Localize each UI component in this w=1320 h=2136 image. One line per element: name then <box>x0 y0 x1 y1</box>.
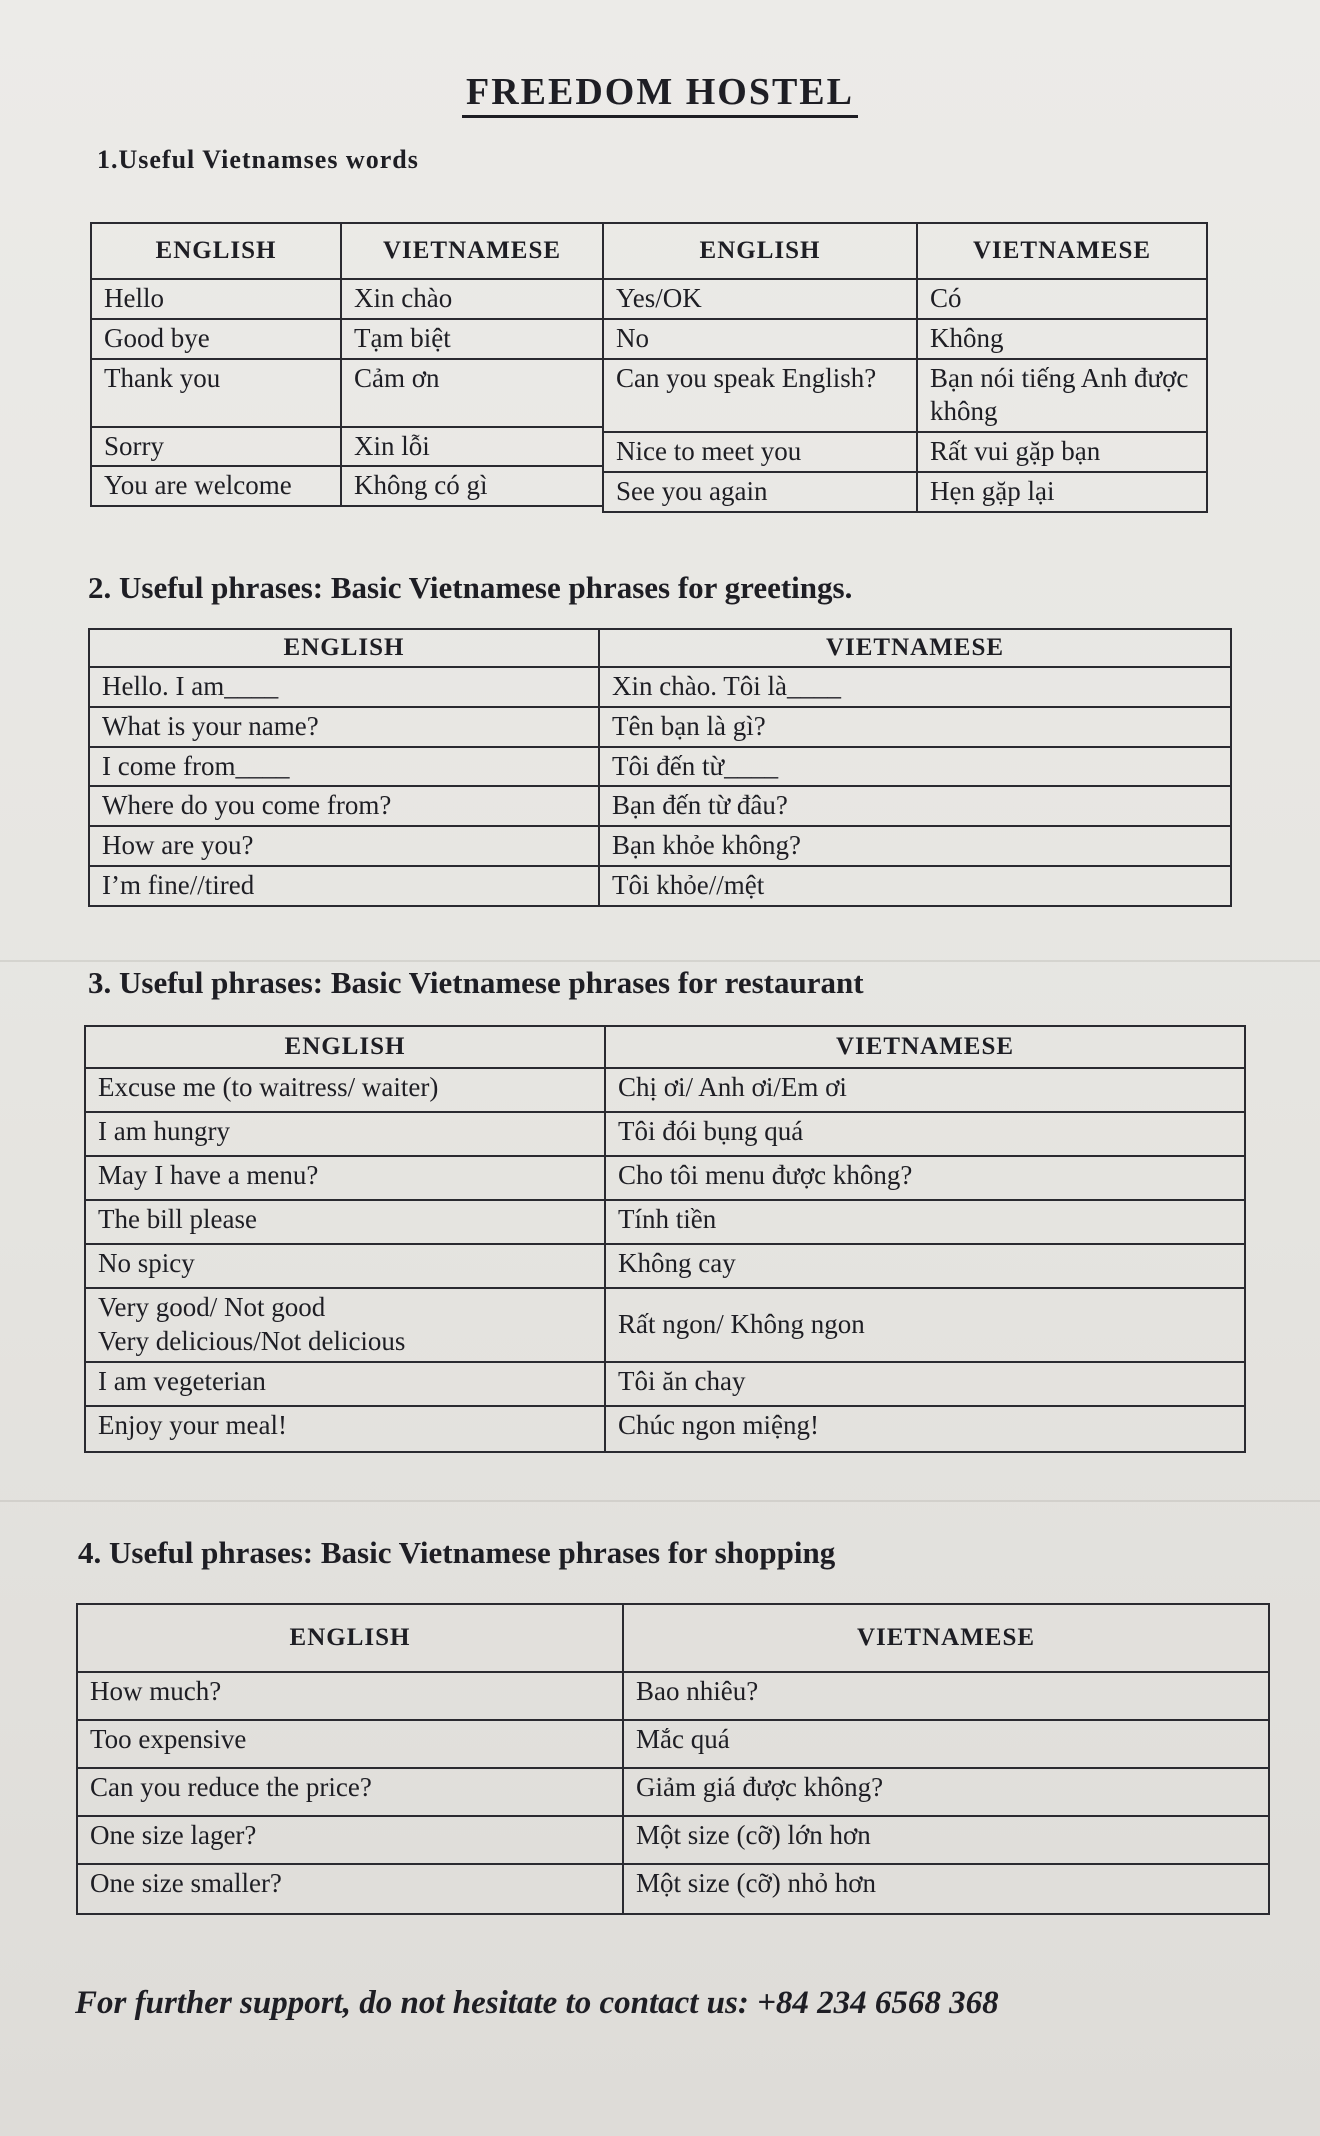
english-cell: Where do you come from? <box>89 786 599 826</box>
vietnamese-cell: Rất ngon/ Không ngon <box>605 1288 1245 1362</box>
vietnamese-cell: Cho tôi menu được không? <box>605 1156 1245 1200</box>
section1-heading: 1.Useful Vietnamses words <box>97 145 419 174</box>
page-title-text: FREEDOM HOSTEL <box>462 71 858 118</box>
section1-table-left <box>90 222 604 507</box>
paper-fold-line <box>0 1500 1320 1502</box>
english-cell: Nice to meet you <box>603 432 917 472</box>
page-title <box>0 70 1320 114</box>
header-english: ENGLISH <box>85 1026 605 1068</box>
vietnamese-cell: Bạn khỏe không? <box>599 826 1231 866</box>
vietnamese-cell: Tôi ăn chay <box>605 1362 1245 1406</box>
vietnamese-cell: Không <box>917 319 1207 359</box>
english-cell: Excuse me (to waitress/ waiter) <box>85 1068 605 1112</box>
header-english: ENGLISH <box>77 1604 623 1672</box>
section4-heading: 4. Useful phrases: Basic Vietnamese phrases for shopping <box>78 1535 836 1570</box>
vietnamese-cell: Chị ơi/ Anh ơi/Em ơi <box>605 1068 1245 1112</box>
vietnamese-cell: Rất vui gặp bạn <box>917 432 1207 472</box>
english-cell: Hello. I am____ <box>89 667 599 707</box>
english-cell <box>85 1288 605 1362</box>
english-cell: Good bye <box>91 319 341 359</box>
english-cell: How much? <box>77 1672 623 1720</box>
vietnamese-cell: Xin chào <box>341 279 603 319</box>
vietnamese-cell: Tính tiền <box>605 1200 1245 1244</box>
vietnamese-cell: Bạn đến từ đâu? <box>599 786 1231 826</box>
header-english: ENGLISH <box>89 629 599 667</box>
header-vietnamese: VIETNAMESE <box>341 223 603 279</box>
section1-table-right <box>602 222 1208 513</box>
english-cell: No <box>603 319 917 359</box>
english-line: Very delicious/Not delicious <box>98 1325 406 1356</box>
header-english: ENGLISH <box>91 223 341 279</box>
vietnamese-cell: Xin chào. Tôi là____ <box>599 667 1231 707</box>
english-cell: I’m fine//tired <box>89 866 599 906</box>
vietnamese-cell: Tôi đói bụng quá <box>605 1112 1245 1156</box>
english-cell: How are you? <box>89 826 599 866</box>
section4-table <box>76 1603 1270 1915</box>
vietnamese-cell: Bạn nói tiếng Anh được không <box>917 359 1207 433</box>
header-english: ENGLISH <box>603 223 917 279</box>
english-cell: Can you reduce the price? <box>77 1768 623 1816</box>
english-cell: May I have a menu? <box>85 1156 605 1200</box>
english-cell: The bill please <box>85 1200 605 1244</box>
english-cell: Enjoy your meal! <box>85 1406 605 1452</box>
vietnamese-cell: Xin lỗi <box>341 427 603 467</box>
english-cell: I am hungry <box>85 1112 605 1156</box>
english-cell: What is your name? <box>89 707 599 747</box>
section2-table <box>88 628 1232 907</box>
vietnamese-cell: Tôi đến từ____ <box>599 747 1231 787</box>
english-cell: Yes/OK <box>603 279 917 319</box>
section3-table <box>84 1025 1246 1453</box>
english-cell: Thank you <box>91 359 341 427</box>
vietnamese-cell: Tôi khỏe//mệt <box>599 866 1231 906</box>
english-cell: Can you speak English? <box>603 359 917 433</box>
header-vietnamese: VIETNAMESE <box>917 223 1207 279</box>
vietnamese-cell: Hẹn gặp lại <box>917 472 1207 512</box>
vietnamese-cell: Tạm biệt <box>341 319 603 359</box>
header-vietnamese: VIETNAMESE <box>623 1604 1269 1672</box>
english-line: Very good/ Not good <box>98 1292 326 1322</box>
vietnamese-cell: Một size (cỡ) nhỏ hơn <box>623 1864 1269 1914</box>
english-cell: See you again <box>603 472 917 512</box>
section2-heading: 2. Useful phrases: Basic Vietnamese phrases for greetings. <box>88 570 853 605</box>
vietnamese-cell: Không có gì <box>341 466 603 506</box>
english-cell: Sorry <box>91 427 341 467</box>
english-cell: Too expensive <box>77 1720 623 1768</box>
section3-heading: 3. Useful phrases: Basic Vietnamese phrases for restaurant <box>88 965 864 1000</box>
english-cell: One size lager? <box>77 1816 623 1864</box>
english-cell: No spicy <box>85 1244 605 1288</box>
contact-footer: For further support, do not hesitate to contact us: +84 234 6568 368 <box>75 1985 999 2021</box>
vietnamese-cell: Không cay <box>605 1244 1245 1288</box>
vietnamese-cell: Bao nhiêu? <box>623 1672 1269 1720</box>
english-cell: One size smaller? <box>77 1864 623 1914</box>
vietnamese-cell: Có <box>917 279 1207 319</box>
vietnamese-cell: Cảm ơn <box>341 359 603 427</box>
header-vietnamese: VIETNAMESE <box>599 629 1231 667</box>
english-cell: I am vegeterian <box>85 1362 605 1406</box>
vietnamese-cell: Mắc quá <box>623 1720 1269 1768</box>
vietnamese-cell: Một size (cỡ) lớn hơn <box>623 1816 1269 1864</box>
header-vietnamese: VIETNAMESE <box>605 1026 1245 1068</box>
paper-fold-line <box>0 960 1320 962</box>
vietnamese-cell: Giảm giá được không? <box>623 1768 1269 1816</box>
english-cell: Hello <box>91 279 341 319</box>
vietnamese-cell: Chúc ngon miệng! <box>605 1406 1245 1452</box>
english-cell: I come from____ <box>89 747 599 787</box>
vietnamese-cell: Tên bạn là gì? <box>599 707 1231 747</box>
english-cell: You are welcome <box>91 466 341 506</box>
